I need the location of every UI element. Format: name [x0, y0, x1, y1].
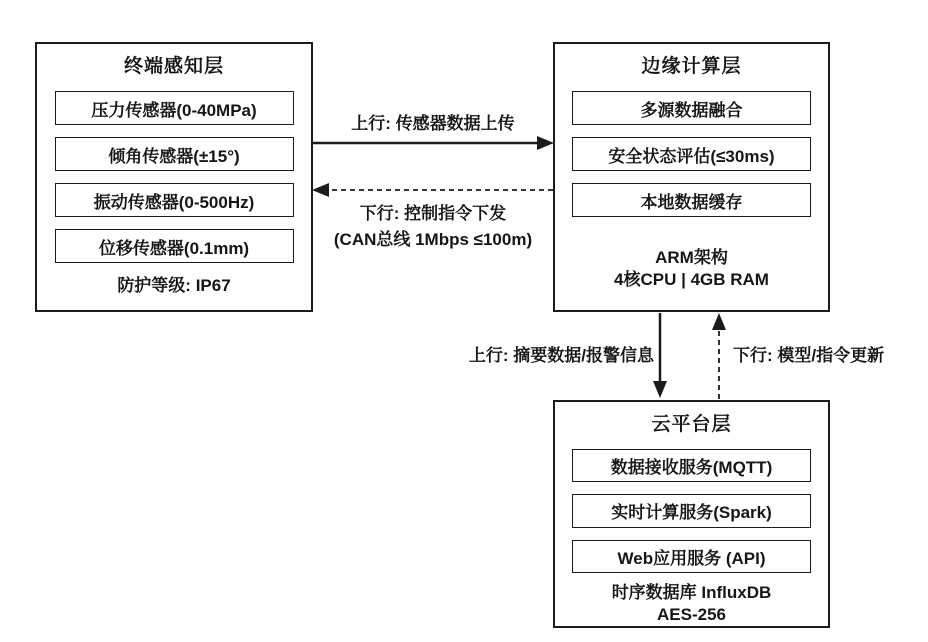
downlink-label-cloud-edge: 下行: 模型/指令更新 — [733, 346, 885, 365]
displacement-sensor-box: 位移传感器(0.1mm) — [55, 229, 294, 263]
data-fusion-box: 多源数据融合 — [572, 91, 811, 125]
spark-service-box: 实时计算服务(Spark) — [572, 494, 811, 527]
vibration-sensor-box: 振动传感器(0-500Hz) — [55, 183, 294, 217]
downlink-label-edge-perception: 下行: 控制指令下发 — [359, 204, 507, 223]
downlink-arrow-cloud-edge — [712, 313, 726, 399]
downlink-note-can-bus: (CAN总线 1Mbps ≤100m) — [333, 230, 533, 249]
downlink-arrow-edge-perception — [312, 183, 553, 197]
cloud-database-line: 时序数据库 InfluxDB — [611, 582, 772, 602]
cloud-storage-spec — [612, 582, 772, 626]
uplink-label-perception-edge: 上行: 传感器数据上传 — [351, 114, 515, 133]
safety-assessment-box: 安全状态评估(≤30ms) — [572, 137, 811, 171]
cloud-layer-title: 云平台层 — [651, 414, 732, 435]
edge-arch-line: ARM架构 — [655, 248, 728, 267]
uplink-arrow-perception-edge — [313, 136, 554, 150]
edge-layer-box — [553, 42, 830, 312]
edge-layer-title: 边缘计算层 — [641, 56, 742, 77]
cloud-layer-box — [553, 400, 830, 628]
pressure-sensor-box: 压力传感器(0-40MPa) — [55, 91, 294, 125]
cloud-encryption-line: AES-256 — [657, 604, 726, 624]
uplink-label-edge-cloud: 上行: 摘要数据/报警信息 — [468, 346, 654, 365]
local-cache-box: 本地数据缓存 — [572, 183, 811, 217]
edge-cpu-ram-line: 4核CPU | 4GB RAM — [614, 270, 769, 289]
tilt-sensor-box: 倾角传感器(±15°) — [55, 137, 294, 171]
web-api-service-box: Web应用服务 (API) — [572, 540, 811, 573]
edge-hardware-spec — [614, 247, 769, 291]
perception-layer-box — [35, 42, 313, 312]
mqtt-service-box: 数据接收服务(MQTT) — [572, 449, 811, 482]
perception-protection-rating: 防护等级: IP67 — [117, 276, 231, 295]
perception-layer-title: 终端感知层 — [123, 56, 224, 77]
uplink-arrow-edge-cloud — [653, 313, 667, 398]
